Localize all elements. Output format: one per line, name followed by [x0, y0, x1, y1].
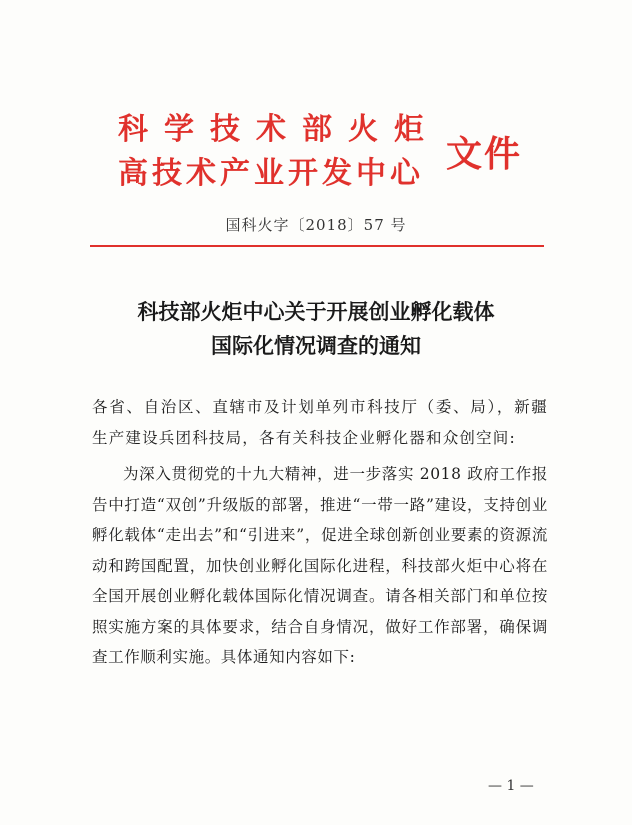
issuer-name-line-1: 科学技术部火炬	[118, 112, 440, 147]
red-divider-line	[90, 245, 544, 247]
document-header	[118, 100, 538, 200]
title-line-2: 国际化情况调查的通知	[211, 333, 421, 358]
title-line-1: 科技部火炬中心关于开展创业孵化载体	[137, 299, 495, 324]
document-kind-label: 文件	[446, 133, 523, 175]
addressee-paragraph: 各省、自治区、直辖市及计划单列市科技厅（委、局），新疆生产建设兵团科技局，各有关科技企业孵化器和众创空间:	[92, 398, 548, 447]
issuer-name-line-2: 高技术产业开发中心	[118, 156, 424, 191]
document-title	[0, 295, 632, 363]
document-body	[92, 392, 548, 673]
body-paragraph: 为深入贯彻党的十九大精神，进一步落实 2018 政府工作报告中打造“双创”升级版的部署，推进“一带一路”建设，支持创业孵化载体“走出去”和“引进来”，促进全球创新创业要素的资源流动和跨国配置，加快创业孵化国际化进程，科技部火炬中心将在全国开展创业孵化载体国际化情况调查。请各相关部门和单位按照实施方案的具体要求，结合自身情况，做好工作部署，确保调查工作顺利实施。具体通知内容如下:	[92, 465, 548, 666]
page-number: — 1 —	[488, 778, 534, 794]
document-number: 国科火字〔2018〕57 号	[225, 216, 407, 234]
